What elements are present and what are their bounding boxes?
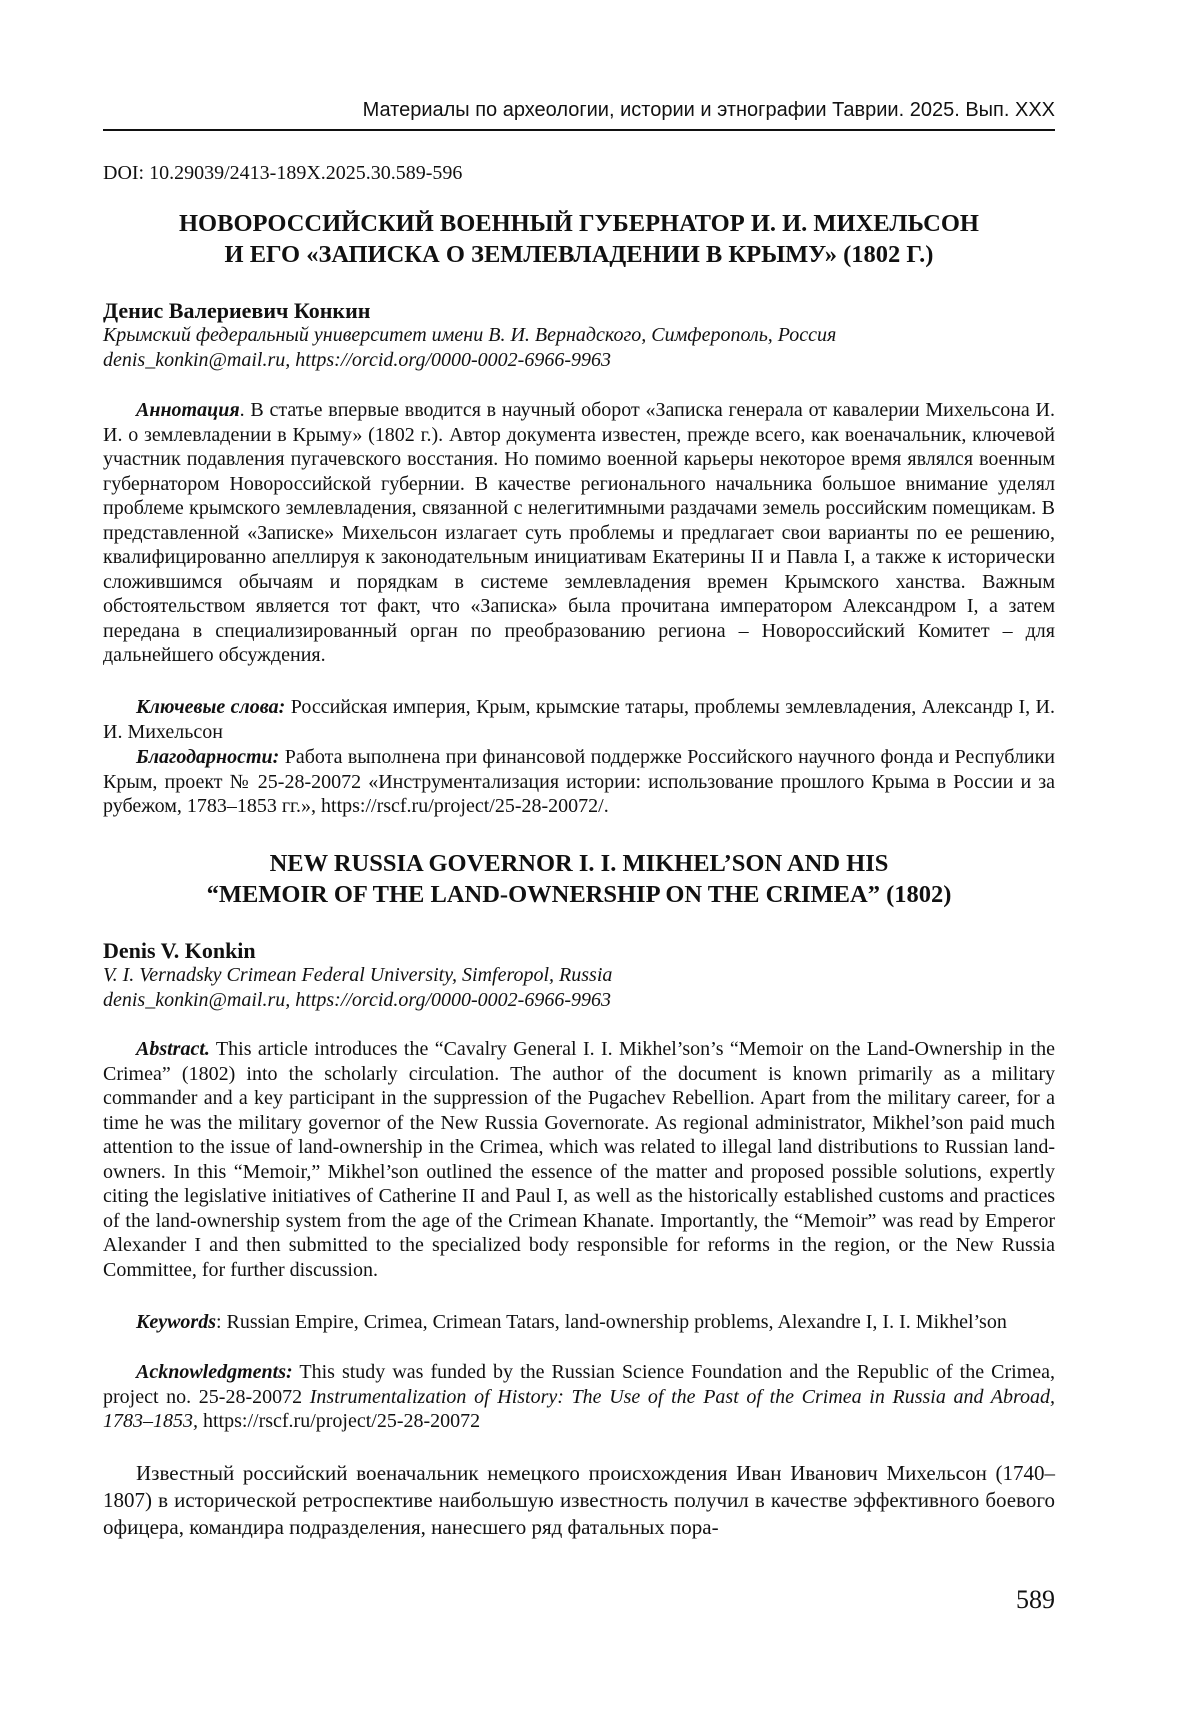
title-en-line-1: NEW RUSSIA GOVERNOR I. I. MIKHEL’SON AND HIS [269, 850, 889, 877]
keywords-en [103, 1310, 1055, 1335]
acknowledgments-ru [103, 745, 1055, 819]
affiliation-en: V. I. Vernadsky Crimean Federal University, Simferopol, Russia [103, 964, 613, 986]
author-en: Denis V. Konkin [103, 938, 256, 963]
abstract-ru [103, 398, 1055, 668]
contacts-ru: denis_konkin@mail.ru, https://orcid.org/0000-0002-6966-9963 [103, 349, 611, 371]
keywords-en-label: Keywords [136, 1311, 216, 1333]
title-en-line-2: “MEMOIR OF THE LAND-OWNERSHIP ON THE CRIMEA” (1802) [206, 881, 952, 908]
title-ru-line-2: И ЕГО «ЗАПИСКА О ЗЕМЛЕВЛАДЕНИИ В КРЫМУ» (1802 Г.) [224, 241, 934, 268]
acknowledgments-en-project-title: Instrumentalization of History: The Use of the Past of the Crimea in Russia and Abroad, 1783–1853, [103, 1385, 1055, 1432]
acknowledgments-en-text-1: This study was funded by the Russian Science Foundation and the Republic of the Crimea, project no. 25-28-20072 [103, 1361, 1055, 1408]
abstract-en-label: Abstract. [136, 1038, 210, 1060]
title-ru-line-1: НОВОРОССИЙСКИЙ ВОЕННЫЙ ГУБЕРНАТОР И. И. МИХЕЛЬСОН [179, 210, 979, 237]
doi: DOI: 10.29039/2413-189X.2025.30.589-596 [103, 162, 463, 184]
abstract-ru-text: . В статье впервые вводится в научный оборот «Записка генерала от кавалерии Михельсона И. И. о землевладении в Крыму» (1802 г.). Автор документа известен, прежде всего, как военачальник, ключевой участник подавления пугачевского восстания. Но помимо военной карьеры некоторое время являлся военным губернатором Новороссийской губернии. В качестве регионального начальника большое внимание уделял проблеме крымского землевладения, связанной с нелегитимными раздачами земель российским помещикам. В представленной «Записке» Михельсон излагает суть проблемы и предлагает свои варианты по ее решению, квалифицированно апеллируя к законодательным инициативам Екатерины II и Павла I, а также к исторически сложившимся обычаям и порядкам в системе землевладения времен Крымского ханства. Важным обстоятельством является тот факт, что «Записка» была прочитана императором Александром I, а затем передана в специализированный орган по преобразованию региона – Новороссийский Комитет – для дальнейшего обсуждения. [103, 399, 1055, 666]
header-rule [103, 129, 1055, 131]
keywords-ru [103, 695, 1055, 744]
abstract-en [103, 1037, 1055, 1282]
body-paragraph: Известный российский военачальник немецкого происхождения Иван Иванович Михельсон (1740–1807) в исторической ретроспективе наибольшую известность получил в качестве эффективного боевого офицера, командира подразделения, нанесшего ряд фатальных пора- [103, 1461, 1055, 1539]
acknowledgments-en [103, 1360, 1055, 1434]
acknowledgments-en-label: Acknowledgments: [136, 1361, 293, 1383]
page-number: 589 [1016, 1585, 1055, 1614]
keywords-ru-text: Российская империя, Крым, крымские татары, проблемы землевладения, Александр I, И. И. Михельсон [103, 696, 1055, 743]
contacts-en: denis_konkin@mail.ru, https://orcid.org/0000-0002-6966-9963 [103, 989, 611, 1011]
acknowledgments-en-text-2: https://rscf.ru/project/25-28-20072 [198, 1410, 481, 1432]
acknowledgments-ru-text: Работа выполнена при финансовой поддержке Российского научного фонда и Республики Крым, проект № 25-28-20072 «Инструментализация истории: использование прошлого Крыма в России и за рубежом, 1783–1853 гг.», https://rscf.ru/project/25-28-20072/. [103, 746, 1055, 817]
keywords-ru-label: Ключевые слова: [136, 696, 286, 718]
acknowledgments-ru-label: Благодарности: [136, 746, 280, 768]
keywords-en-text: : Russian Empire, Crimea, Crimean Tatars, land-ownership problems, Alexandre I, I. I. Mikhel’son [216, 1311, 1007, 1333]
journal-running-head: Материалы по археологии, истории и этнографии Таврии. 2025. Вып. XXX [362, 99, 1055, 121]
title-en [103, 848, 1055, 910]
author-ru: Денис Валериевич Конкин [103, 298, 371, 323]
abstract-ru-label: Аннотация [136, 399, 240, 421]
affiliation-ru: Крымский федеральный университет имени В. И. Вернадского, Симферополь, Россия [103, 324, 837, 346]
abstract-en-text: This article introduces the “Cavalry General I. I. Mikhel’son’s “Memoir on the Land-Ownership in the Crimea” (1802) into the scholarly circulation. The author of the document is known primarily as a military commander and a key participant in the suppression of the Pugachev Rebellion. Apart from the military career, for a time he was the military governor of the New Russia Governorate. As regional administrator, Mikhel’son paid much attention to the issue of land-ownership in the Crimea, which was related to illegal land distributions to Russian land-owners. In this “Memoir,” Mikhel’son outlined the essence of the matter and proposed possible solutions, expertly citing the legislative initiatives of Catherine II and Paul I, as well as the historically established customs and practices of the land-ownership system from the age of the Crimean Khanate. Importantly, the “Memoir” was read by Emperor Alexander I and then submitted to the specialized body responsible for reforms in the region, or the New Russia Committee, for further discussion. [103, 1038, 1055, 1281]
title-ru [103, 208, 1055, 270]
